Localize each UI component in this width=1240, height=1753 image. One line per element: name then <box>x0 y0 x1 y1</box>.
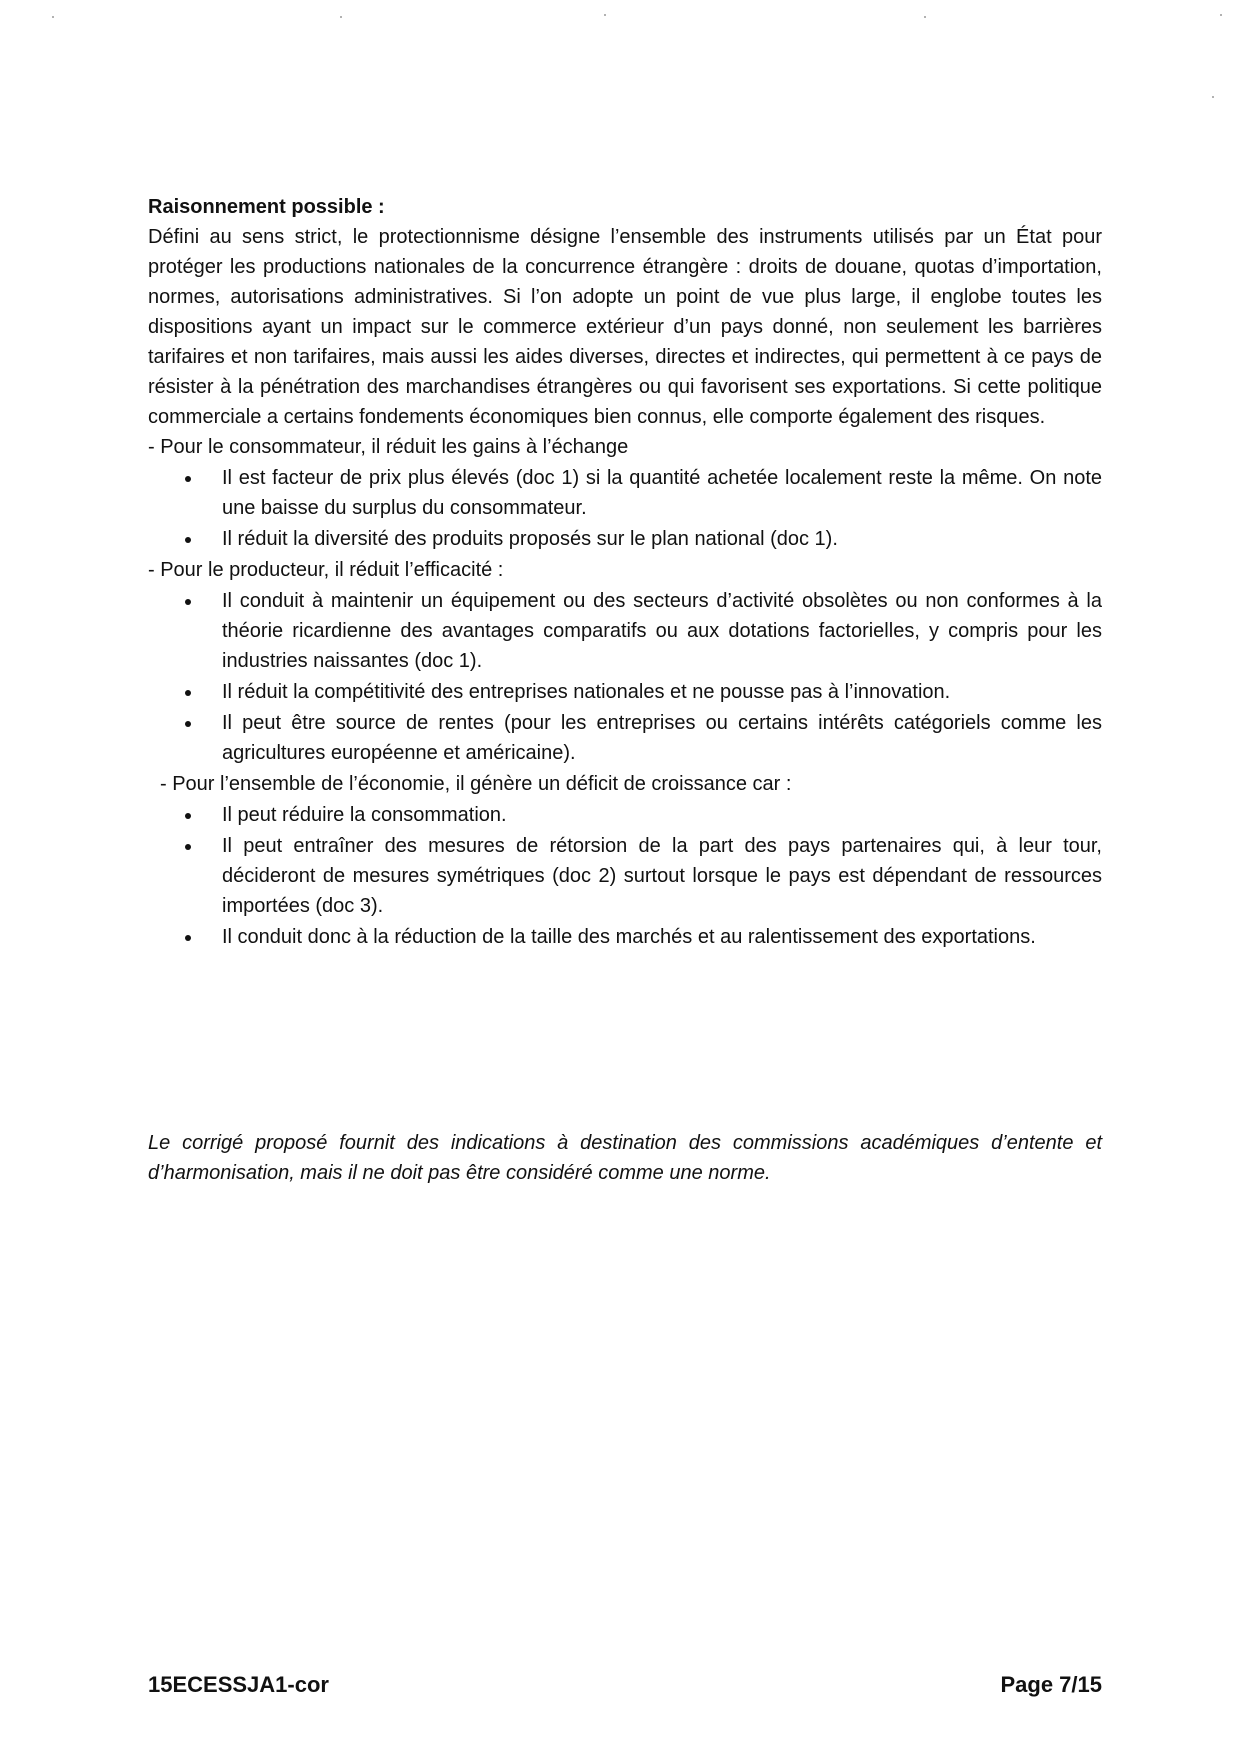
list-item <box>222 677 1102 707</box>
scan-speck <box>340 16 342 18</box>
list-item-text: Il réduit la diversité des produits proposés sur le plan national (doc 1). <box>222 528 838 550</box>
producer-title: - Pour le producteur, il réduit l’efficacité : <box>148 559 504 581</box>
bullet-icon <box>185 721 191 727</box>
disclaimer-note: Le corrigé proposé fournit des indications à destination des commissions académiques d’entente et d’harmonisation, mais il ne doit pas être considéré comme une norme. <box>148 1132 1102 1184</box>
document-code: 15ECESSJA1-cor <box>148 1672 329 1697</box>
list-item-text: Il peut réduire la consommation. <box>222 804 507 826</box>
document-body <box>148 192 1102 953</box>
scan-speck <box>604 14 606 16</box>
list-item <box>222 922 1102 952</box>
bullet-icon <box>185 844 191 850</box>
list-item <box>222 586 1102 676</box>
bullet-icon <box>185 599 191 605</box>
consumer-title: - Pour le consommateur, il réduit les gains à l’échange <box>148 436 629 458</box>
economy-list <box>148 800 1102 952</box>
bullet-icon <box>185 690 191 696</box>
list-item <box>222 708 1102 768</box>
list-item <box>222 524 1102 554</box>
bullet-icon <box>185 935 191 941</box>
list-item-text: Il réduit la compétitivité des entreprises nationales et ne pousse pas à l’innovation. <box>222 681 951 703</box>
list-item-text: Il est facteur de prix plus élevés (doc 1) si la quantité achetée localement reste la même. On note une baisse du surplus du consommateur. <box>222 467 1102 519</box>
bullet-icon <box>185 537 191 543</box>
consumer-list <box>148 463 1102 554</box>
bullet-icon <box>185 476 191 482</box>
list-item-text: Il peut entraîner des mesures de rétorsion de la part des pays partenaires qui, à leur tour, décideront de mesures symétriques (doc 2) surtout lorsque le pays est dépendant de ressources importées (doc 3). <box>222 835 1102 917</box>
list-item-text: Il peut être source de rentes (pour les entreprises ou certains intérêts catégoriels comme les agricultures européenne et américaine). <box>222 712 1102 764</box>
page-number: Page 7/15 <box>1000 1672 1102 1697</box>
section-heading: Raisonnement possible : <box>148 196 385 218</box>
list-item-text: Il conduit donc à la réduction de la taille des marchés et au ralentissement des exportations. <box>222 926 1036 948</box>
scan-speck <box>52 16 54 18</box>
list-item <box>222 831 1102 921</box>
list-item-text: Il conduit à maintenir un équipement ou des secteurs d’activité obsolètes ou non conformes à la théorie ricardienne des avantages comparatifs ou aux dotations factorielles, y compris pour les industries naissantes (doc 1). <box>222 590 1102 672</box>
intro-paragraph: Défini au sens strict, le protectionnisme désigne l’ensemble des instruments utilisés par un État pour protéger les productions nationales de la concurrence étrangère : droits de douane, quotas d’importation, normes, autorisations administratives. Si l’on adopte un point de vue plus large, il englobe toutes les dispositions ayant un impact sur le commerce extérieur d’un pays donné, non seulement les barrières tarifaires et non tarifaires, mais aussi les aides diverses, directes et indirectes, qui permettent à ce pays de résister à la pénétration des marchandises étrangères ou qui favorisent ses exportations. Si cette politique commerciale a certains fondements économiques bien connus, elle comporte également des risques. <box>148 226 1102 428</box>
scan-speck <box>924 16 926 18</box>
list-item <box>222 463 1102 523</box>
list-item <box>222 800 1102 830</box>
scan-speck <box>1220 14 1222 16</box>
bullet-icon <box>185 813 191 819</box>
producer-list <box>148 586 1102 768</box>
economy-title: - Pour l’ensemble de l’économie, il génère un déficit de croissance car : <box>160 773 792 795</box>
scan-speck <box>1212 96 1214 98</box>
